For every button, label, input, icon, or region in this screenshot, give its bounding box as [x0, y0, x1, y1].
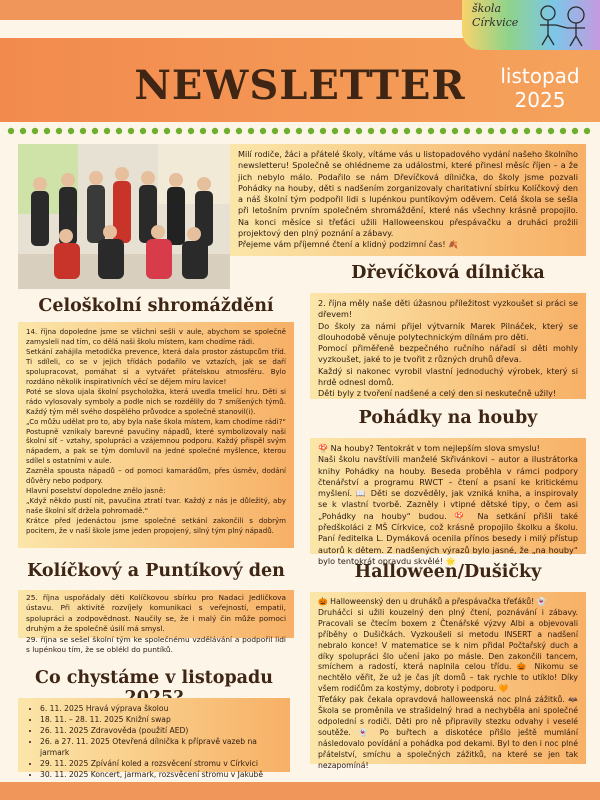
event-item: • 29. 11. 2025 Zpívání koled a rozsvěcení stromu v Církvici — [40, 758, 282, 769]
divider-dot — [452, 128, 458, 134]
intro-text: Milí rodiče, žáci a přátelé školy, vítáme vás u listopadového vydání našeho školního newsletteru! Společně se ohlédneme za událostmi, které přinesl měsíc říjen – a že jich nebylo málo. Podařilo se nám Dřevíčková dílnička, do školy jsme pozvali Pohádky na houby, děti s nadšením zorganizovaly charitativní sbírku Kolíčkový den a náš školní tým podpořil lidi s lupénkou puntíkovým oděvem. Celá škola se sešla při letošním prvním společném shromáždění, které nás všechny krásně propojilo. Na konci měsíce si třeťáci užili Halloweenskou přespávačku a druháci prožili projektový den plný poznání a zábavy. — [238, 149, 578, 239]
event-item: • 30. 11. 2025 Koncert, jarmark, rozsvěcení stromu v Jakubě — [40, 769, 282, 780]
divider-dot — [224, 128, 230, 134]
divider-dot — [524, 128, 530, 134]
divider-dot — [200, 128, 206, 134]
divider-dot — [176, 128, 182, 134]
chystame-panel — [18, 698, 290, 779]
drevickova-p4: Každý si nakonec vyrobil vlastní jednoduchý výrobek, který si hrdě odnesl domů. — [318, 365, 578, 388]
dotted-divider — [6, 126, 596, 136]
drevickova-p5: Děti byly z tvoření nadšené a celý den si neskutečně užily! — [318, 388, 557, 399]
divider-dot — [188, 128, 194, 134]
drevickova-p3: Pomocí přiměřeně bezpečného ručního nářadí si děti mohly vyzkoušet, jaké to je tvořit z různých druhů dřeva. — [318, 343, 578, 365]
divider-dot — [512, 128, 518, 134]
logo-figures-icon — [532, 3, 596, 47]
divider-dot — [32, 128, 38, 134]
divider-dot — [128, 128, 134, 134]
divider-dot — [380, 128, 386, 134]
shromazdeni-p4: „Co můžu udělat pro to, aby byla naše škola místem, kam chodíme rádi?“ Postupně vznikaly barevné pavučiny nápadů, které symbolizovaly naši školní síť – vztahy, spolupráci a vzájemnou podporu. Každý přispěl svým nápadem, a pak se tým domluvil na jedné společné myšlence, kterou sdílel s ostatními v aule. — [26, 416, 286, 466]
divider-dot — [92, 128, 98, 134]
divider-dot — [44, 128, 50, 134]
heading-halloween: Halloween/Dušičky — [354, 562, 542, 582]
event-item: • 18. 11. – 28. 11. 2025 Knižní swap — [40, 714, 282, 725]
kolickovy-p1: 25. října uspořádaly děti Kolíčkovou sbírku pro Nadaci Jedličkova ústavu. Při aktivitě rozvíjely komunikaci s veřejností, empatii, spolupráci a zodpovědnost. Naučily se, že i malý čin může pomoci druhým a že společně úsilí má smysl. — [26, 593, 286, 634]
shromazdeni-p3: Poté se slova ujala školní psycholožka, která uvedla tmelící hru. Děti si rádo vylosovaly symboly a podle nich se rozdělily do 7 smíšených týmů. Každý tým měl svého dospělého průvodce a společně stanovil(i). — [26, 386, 286, 416]
kolickovy-panel — [18, 590, 294, 655]
events-list — [26, 703, 282, 780]
divider-dot — [248, 128, 254, 134]
pohadky-p1: 🍄 Na houby? Tentokrát v tom nejlepším slova smyslu! — [318, 443, 540, 453]
divider-dot — [80, 128, 86, 134]
divider-dot — [20, 128, 26, 134]
kolickovy-p2: 29. října se sešel školní tým ke společnému vzdělávání a podpořil lidi s lupénkou tím, že se oblékl do puntíků. — [26, 634, 286, 655]
divider-dot — [536, 128, 542, 134]
halloween-p3: Třeťáky pak čekala opravdová halloweenská noc plná zážitků. 🦇 Škola se proměnila ve strašidelný hrad a nechyběla ani společné odpolední s rodiči. Děti pro ně připravily stezku odvahy i veselé soutěže. 👻 Po buřtech a diskotéce přišlo ještě mumlání následovalo povídání a pohádka pod dekami. Byl to den i noc plné přátelství, smíchu a společných zážitků, na které se jen tak nezapomíná! — [318, 695, 578, 770]
shromazdeni-p7: „Když někdo pustí nit, pavučina ztratí tvar. Každý z nás je důležitý, aby naše školní síť držela pohromadě.“ — [26, 496, 286, 516]
heading-kolickovy: Kolíčkový a Puntíkový den — [27, 561, 285, 581]
divider-dot — [572, 128, 578, 134]
logo-text — [472, 2, 532, 30]
divider-dot — [368, 128, 374, 134]
heading-pohadky: Pohádky na houby — [358, 408, 538, 428]
divider-dot — [500, 128, 506, 134]
logo-line1: škola — [472, 2, 502, 15]
divider-dot — [440, 128, 446, 134]
divider-dot — [272, 128, 278, 134]
newsletter-title: NEWSLETTER — [134, 62, 466, 109]
shromazdeni-p6: Hlavní poselství dopoledne znělo jasně: — [26, 486, 166, 496]
intro-panel — [230, 144, 586, 256]
divider-dot — [560, 128, 566, 134]
divider-dot — [296, 128, 302, 134]
divider-dot — [8, 128, 14, 134]
divider-dot — [164, 128, 170, 134]
staff-photo — [18, 144, 230, 289]
halloween-p2: Druháčci si užili kouzelný den plný čtení, poznávání i zábavy. Pracovali se čtecím boxem z Čtenářské výzvy Albi a objevovali příběhy o Dušičkách. Vyzkoušeli si metodu INSERT a nadšení nebralo konce! V matematice se k nim přidal Počtařský duch a díky spolupráci šlo učení jako po másle. Den zakončili tancem, smíchem a radostí, která naplnila celou třídu. 🎃 Nikomu se nechtělo věřit, že už je čas jít domů – tak rychle to utíklo! Díky všem rodičům za kostýmy, dobroty i podporu. 🧡 — [318, 607, 578, 694]
divider-dot — [236, 128, 242, 134]
divider-dot — [464, 128, 470, 134]
divider-dot — [548, 128, 554, 134]
issue-date — [485, 64, 595, 112]
heading-shromazdeni: Celoškolní shromáždění — [38, 296, 274, 316]
drevickova-p2: Do školy za námi přijel výtvarník Marek Pilnáček, který se dlouhodobě věnuje polytechnickým dílnám pro děti. — [318, 320, 578, 342]
shromazdeni-p8: Krátce před jedenáctou jsme společné setkání zakončili s dobrým pocitem, že v naší škole jsme jeden propojený, silný tým plný nápadů. — [26, 516, 286, 536]
divider-dot — [116, 128, 122, 134]
shromazdeni-p5: Zazněla spousta nápadů – od pomoci kamarádům, přes úsměv, dodání důvěry nebo podpory. — [26, 466, 286, 486]
event-item: • 6. 11. 2025 Hravá výprava školou — [40, 703, 282, 714]
divider-dot — [392, 128, 398, 134]
shromazdeni-p2: Setkání zahájila metodička prevence, která dala prostor zástupcům tříd. Ti sdíleli, co se v jejich třídách podařilo ve vztazích, jak se daří spolupracovat, pomáhat si a vytvářet přátelskou atmosféru. Bylo rozdáno několik inspirativních věcí se dějem míru lavice! — [26, 346, 286, 386]
divider-dot — [308, 128, 314, 134]
halloween-panel — [310, 592, 586, 770]
divider-dot — [416, 128, 422, 134]
divider-dot — [488, 128, 494, 134]
heading-drevickova: Dřevíčková dílnička — [351, 263, 545, 283]
event-item: • 26. 11. 2025 Zdravověda (použití AED) — [40, 725, 282, 736]
issue-year: 2025 — [514, 88, 566, 112]
divider-dot — [356, 128, 362, 134]
divider-dot — [68, 128, 74, 134]
divider-dot — [152, 128, 158, 134]
pohadky-panel — [310, 438, 586, 566]
divider-dot — [584, 128, 590, 134]
intro-closing: Přejeme vám příjemné čtení a klidný podzimní čas! 🍂 — [238, 239, 459, 250]
pohadky-p2: Naši školu navštívili manželé Skřivánkovi – autor a ilustrátorka knihy Pohádky na houby. Beseda proběhla v rámci podpory čtenářství a programu RWCT – čtení a psaní ke kritickému myšlení. 📖 Děti se dozvěděly, jak vzniká kniha, a inspirovaly se k vlastní tvorbě. Zazněly i vtipné dětské tipy, o čem asi „Pohádky na houby“ budou. 🍄 Na setkání přišli také předškoláci z MŠ Církvice, což krásně propojilo školku a školu. Paní ředitelka L. Dymáková ocenila přínos besedy i milý přístup autorů k dětem. Z nadšených výrazů bylo jasné, že „na houby“ bylo tentokrát opravdu skvělé! 🌟 — [318, 454, 578, 566]
divider-dot — [344, 128, 350, 134]
divider-dot — [212, 128, 218, 134]
event-item: • 26. a 27. 11. 2025 Otevřená dílnička k přípravě vazeb na jarmark — [40, 736, 282, 758]
drevickova-p1: 2. října měly naše děti úžasnou příležitost vyzkoušet si práci se dřevem! — [318, 298, 578, 320]
divider-dot — [104, 128, 110, 134]
divider-dot — [140, 128, 146, 134]
heading-chystame: Co chystáme v listopadu — [35, 668, 273, 688]
shromazdeni-p1: 14. října dopoledne jsme se všichni sešli v aule, abychom se společně zamysleli nad tím, co dělá naši školu místem, kam chodíme rádi. — [26, 327, 286, 346]
issue-month: listopad — [500, 64, 580, 88]
halloween-p1: 🎃 Halloweenský den u druháků a přespávačka třeťáků! 👻 — [318, 597, 547, 606]
divider-dot — [476, 128, 482, 134]
divider-dot — [428, 128, 434, 134]
divider-dot — [332, 128, 338, 134]
divider-dot — [56, 128, 62, 134]
drevickova-panel — [310, 293, 586, 399]
logo-line2: Církvice — [472, 16, 519, 29]
bottom-bar — [0, 782, 600, 800]
divider-dot — [260, 128, 266, 134]
shromazdeni-panel — [18, 322, 294, 548]
divider-dot — [404, 128, 410, 134]
divider-dot — [284, 128, 290, 134]
divider-dot — [320, 128, 326, 134]
